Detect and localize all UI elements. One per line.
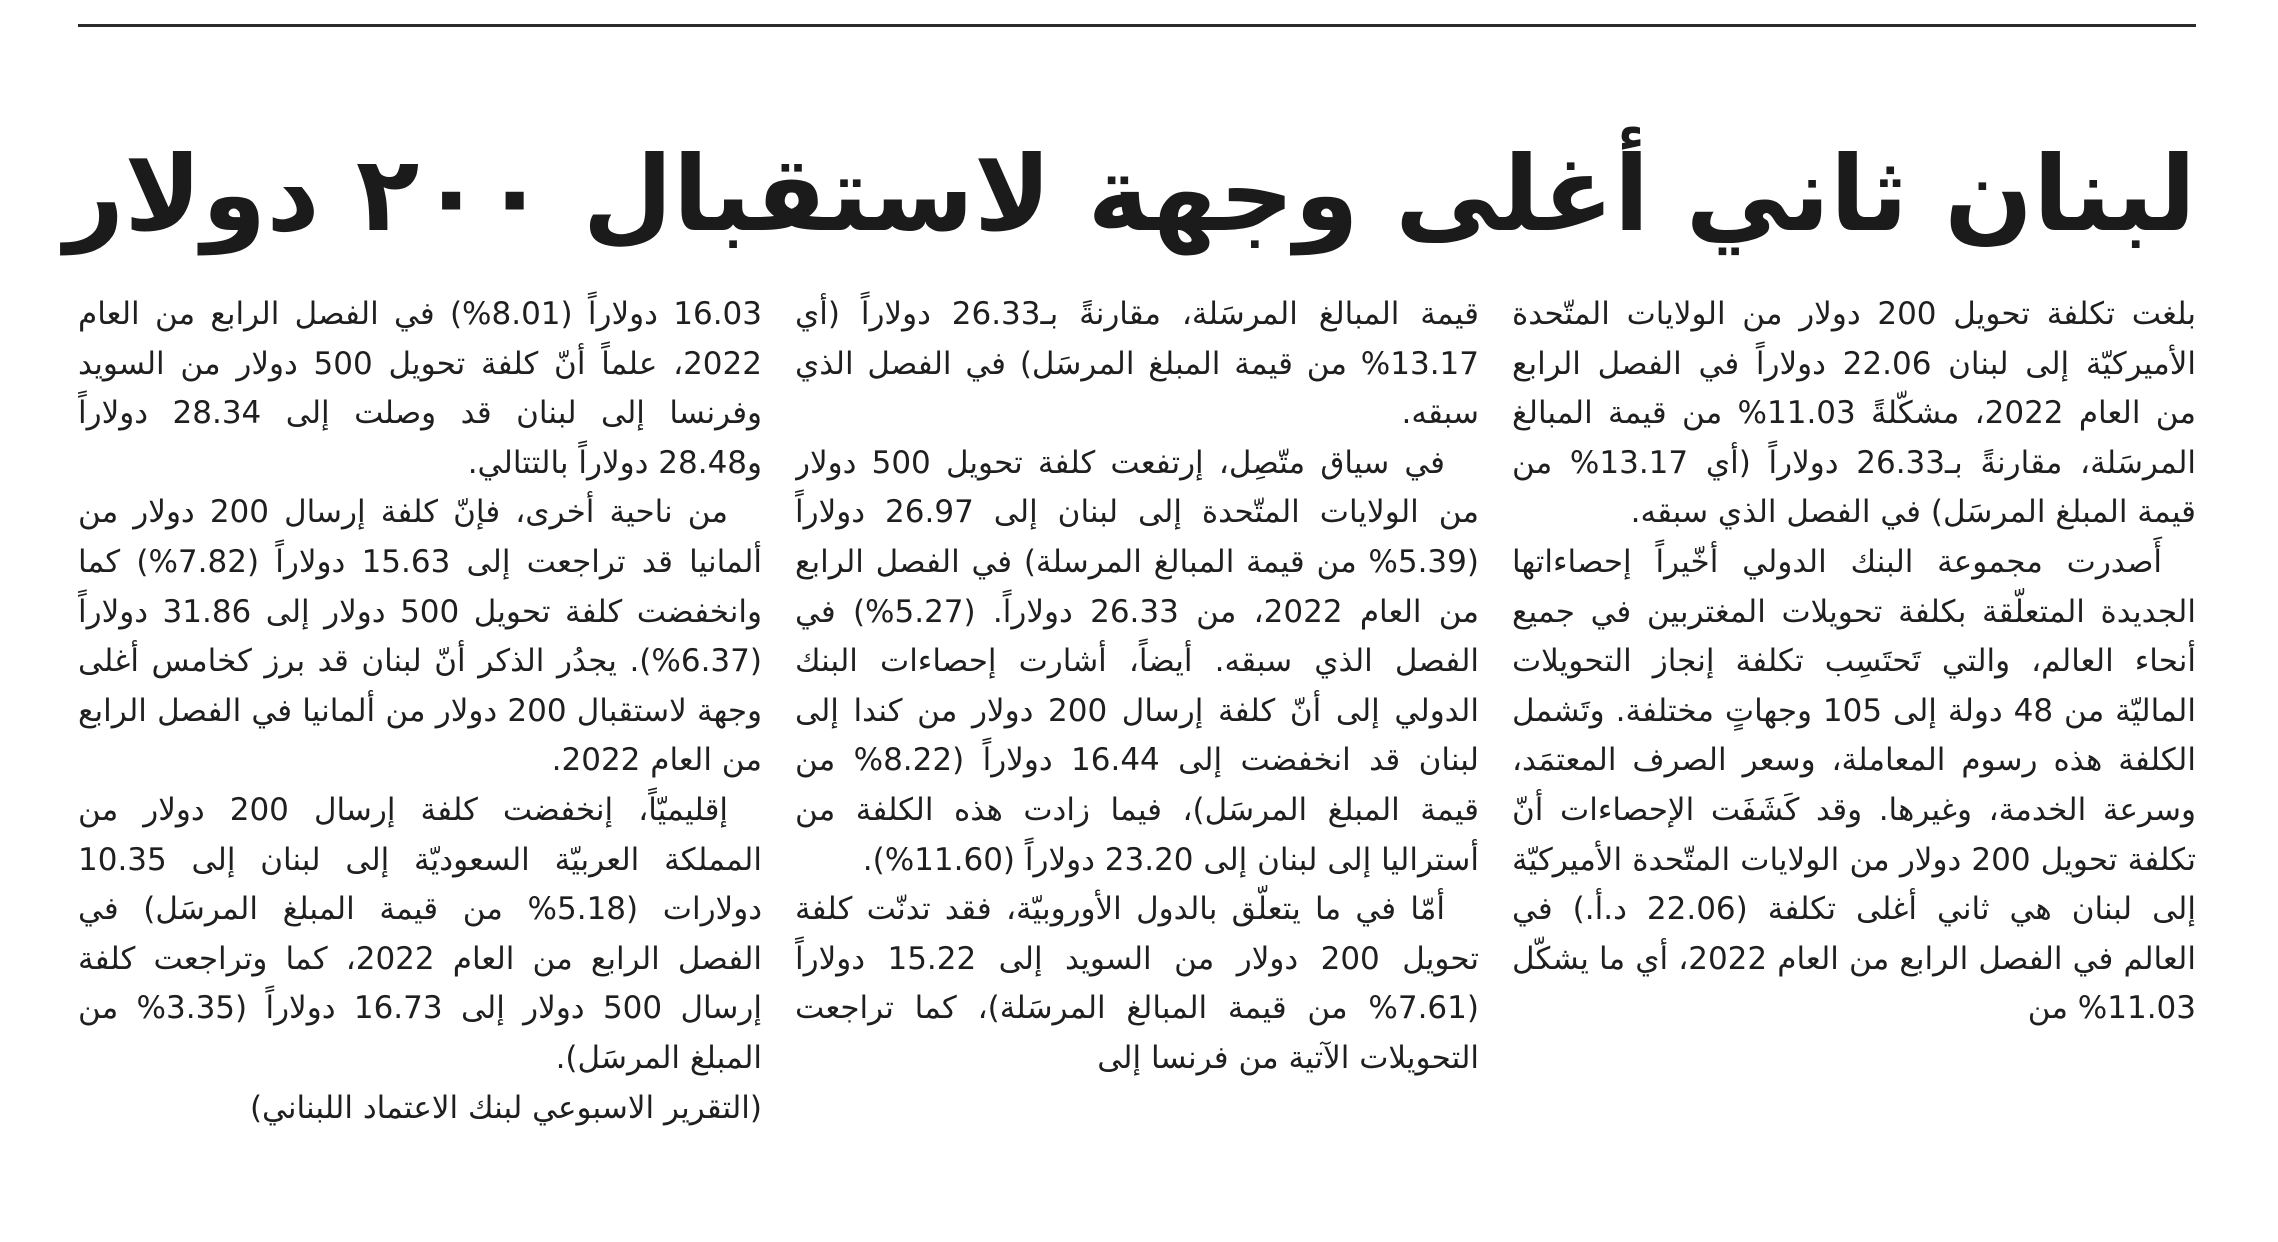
article-paragraph: 16.03 دولاراً (8.01%) في الفصل الرابع من العام 2022، علماً أنّ كلفة تحويل 500 دولار من السويد وفرنسا إلى لبنان قد وصلت إلى 28.34 دولاراً و28.48 دولاراً بالتتالي. bbox=[78, 296, 762, 481]
article-paragraph: إقليميّاً، إنخفضت كلفة إرسال 200 دولار من المملكة العربيّة السعوديّة إلى لبنان إلى 10.35 دولارات (5.18% من قيمة المبلغ المرسَل) في الفصل الرابع من العام 2022، كما وتراجعت كلفة إرسال 500 دولار إلى 16.73 دولاراً (3.35% من المبلغ المرسَل). bbox=[78, 791, 762, 1076]
article-paragraph: قيمة المبالغ المرسَلة، مقارنةً بـ26.33 دولاراً (أي 13.17% من قيمة المبلغ المرسَل) في الفصل الذي سبقه. bbox=[795, 296, 1479, 432]
headline: لبنان ثاني أغلى وجهة لاستقبال ٢٠٠ دولار bbox=[64, 132, 2196, 255]
article-paragraph: بلغت تكلفة تحويل 200 دولار من الولايات المتّحدة الأميركيّة إلى لبنان 22.06 دولاراً في الفصل الرابع من العام 2022، مشكّلةً 11.03% من قيمة المبالغ المرسَلة، مقارنةً بـ26.33 دولاراً (أي 13.17% من قيمة المبلغ المرسَل) في الفصل الذي سبقه. bbox=[1512, 296, 2196, 531]
article-paragraph: أَصدرت مجموعة البنك الدولي أخّيراً إحصاءاتها الجديدة المتعلّقة بكلفة تحويلات المغتربين في جميع أنحاء العالم، والتي تَحتَسِب تكلفة إنجاز التحويلات الماليّة من 48 دولة إلى 105 وجهاتٍ مختلفة. وتَشمل الكلفة هذه رسوم المعاملة، وسعر الصرف المعتمَد، وسرعة الخدمة، وغيرها. وقد كَشَفَت الإحصاءات أنّ تكلفة تحويل 200 دولار من الولايات المتّحدة الأميركيّة إلى لبنان هي ثاني أغلى تكلفة (22.06 د.أ.) في العالم في الفصل الرابع من العام 2022، أي ما يشكّل 11.03% من bbox=[1512, 543, 2196, 1027]
article-column-left bbox=[78, 290, 762, 1190]
source-credit: (التقرير الاسبوعي لبنك الاعتماد اللبناني) bbox=[249, 1089, 762, 1126]
article-column-right bbox=[1512, 290, 2196, 1190]
article-column-middle bbox=[795, 290, 1479, 1190]
article-paragraph: من ناحية أخرى، فإنّ كلفة إرسال 200 دولار من ألمانيا قد تراجعت إلى 15.63 دولاراً (7.82%) كما وانخفضت كلفة تحويل 500 دولار إلى 31.86 دولاراً (6.37%). يجدُر الذكر أنّ لبنان قد برز كخامس أغلى وجهة لاستقبال 200 دولار من ألمانيا في الفصل الرابع من العام 2022. bbox=[78, 494, 762, 779]
article-paragraph: أمّا في ما يتعلّق بالدول الأوروبيّة، فقد تدنّت كلفة تحويل 200 دولار من السويد إلى 15.22 دولاراً (7.61% من قيمة المبالغ المرسَلة)، كما تراجعت التحويلات الآتية من فرنسا إلى bbox=[795, 891, 1479, 1076]
top-rule bbox=[78, 24, 2196, 27]
article-body bbox=[78, 290, 2196, 1190]
article-paragraph: في سياق متّصِل، إرتفعت كلفة تحويل 500 دولار من الولايات المتّحدة إلى لبنان إلى 26.97 دولاراً (5.39% من قيمة المبالغ المرسلة) في الفصل الرابع من العام 2022، من 26.33 دولاراً. (5.27%) في الفصل الذي سبقه. أيضاً، أشارت إحصاءات البنك الدولي إلى أنّ كلفة إرسال 200 دولار من كندا إلى لبنان قد انخفضت إلى 16.44 دولاراً (8.22% من قيمة المبلغ المرسَل)، فيما زادت هذه الكلفة من أستراليا إلى لبنان إلى 23.20 دولاراً (11.60%). bbox=[795, 444, 1479, 878]
